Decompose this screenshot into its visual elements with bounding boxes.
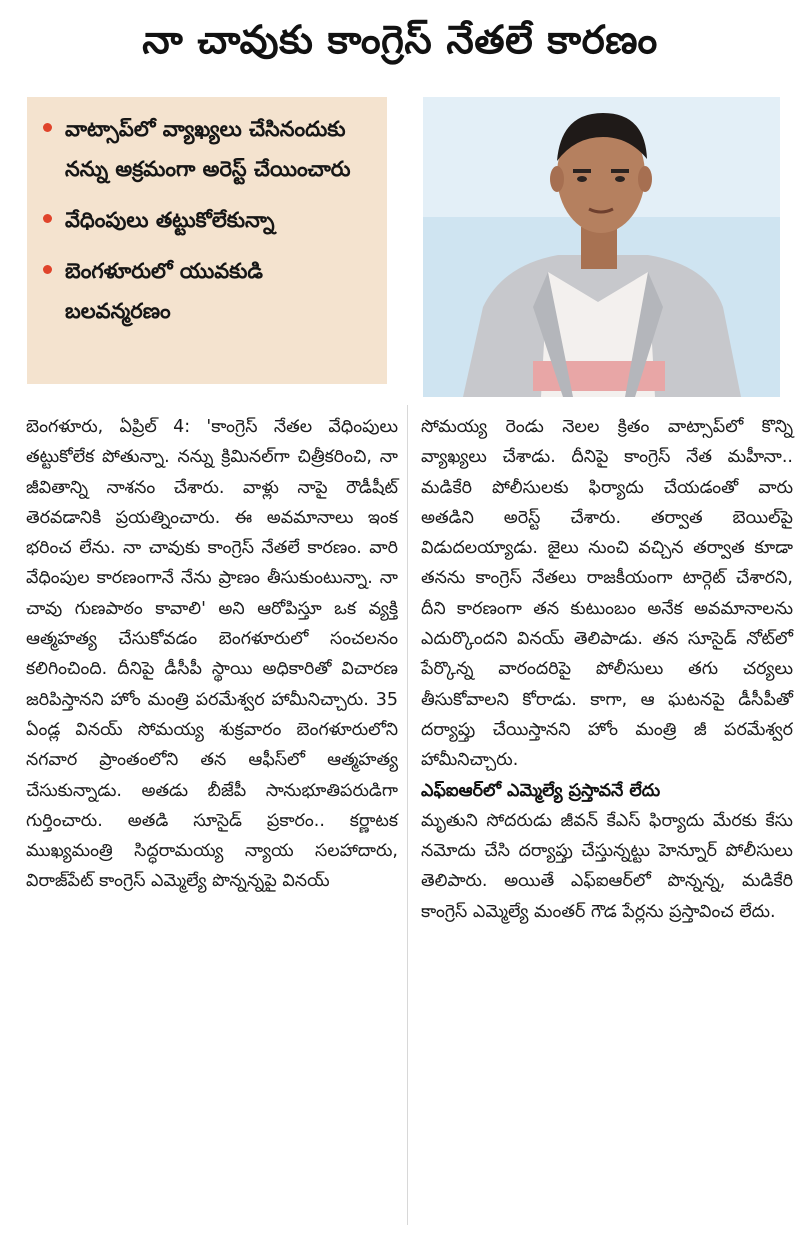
- highlight-item: [43, 200, 373, 240]
- article-paragraph: మృతుని సోదరుడు జీవన్ కేఎస్ ఫిర్యాదు మేరకు కేసు నమోదు చేసి దర్యాప్తు చేస్తున్నట్టు హెన్నూర్ పోలీసులు తెలిపారు. అయితే ఎఫ్ఐఆర్‌లో పొన్నన్న, మడికేరి కాంగ్రెస్ ఎమ్మెల్యే మంతర్ గౌడ పేర్లను ప్రస్తావించ లేదు.: [421, 810, 793, 922]
- article-column-right: [421, 412, 793, 927]
- bullet-icon: [43, 214, 52, 223]
- highlight-item: [43, 109, 373, 189]
- highlights-box: [27, 97, 387, 384]
- bullet-icon: [43, 265, 52, 274]
- highlight-text: వేధింపులు తట్టుకోలేకున్నా: [65, 208, 275, 232]
- article-column-left: [26, 412, 398, 897]
- highlight-text: వాట్సాప్‌లో వ్యాఖ్యలు చేసినందుకు నన్ను అక్రమంగా అరెస్ట్ చేయించారు: [65, 117, 351, 181]
- article-paragraph: సోమయ్య రెండు నెలల క్రితం వాట్సాప్‌లో కొన్ని వ్యాఖ్యలు చేశాడు. దీనిపై కాంగ్రెస్ నేత మహీనా.. మడికేరి పోలీసులకు ఫిర్యాదు చేయడంతో వారు అతడిని అరెస్ట్ చేశారు. తర్వాత బెయిల్‌పై విడుదలయ్యాడు. జైలు నుంచి వచ్చిన తర్వాత కూడా తనను కాంగ్రెస్ నేతలు రాజకీయంగా టార్గెట్ చేశారని, దీని కారణంగా తన కుటుంబం అనేక అవమానాలను ఎదుర్కొందని వినయ్ తెలిపాడు. తన సూసైడ్ నోట్‌లో పేర్కొన్న వారందరిపై పోలీసులు తగు చర్యలు తీసుకోవాలని కోరాడు. కాగా, ఆ ఘటనపై డీసీపీతో దర్యాప్తు చేయిస్తానని హోం మంత్రి జీ పరమేశ్వర హామీనిచ్చారు.: [421, 417, 793, 771]
- headline: నా చావుకు కాంగ్రెస్ నేతలే కారణం: [142, 18, 658, 63]
- person-portrait-icon: [423, 97, 780, 397]
- subheading: ఎఫ్ఐఆర్‌లో ఎమ్మెల్యే ప్రస్తావనే లేదు: [421, 780, 661, 801]
- highlight-item: [43, 251, 373, 331]
- portrait-photo: [423, 97, 780, 397]
- article-paragraph: బెంగళూరు, ఏప్రిల్ 4: 'కాంగ్రెస్ నేతల వేధింపులు తట్టుకోలేక పోతున్నా. నన్ను క్రిమినల్‌గా చిత్రీకరించి, నా జీవితాన్ని నాశనం చేశారు. వాళ్లు నాపై రౌడీషీట్ తెరవడానికి ప్రయత్నించారు. ఈ అవమానాలు ఇంక భరించ లేను. నా చావుకు కాంగ్రెస్ నేతలే కారణం. వారి వేధింపుల కారణంగానే నేను ప్రాణం తీసుకుంటున్నా. నా చావు గుణపాఠం కావాలి' అని ఆరోపిస్తూ ఒక వ్యక్తి ఆత్మహత్య చేసుకోవడం బెంగళూరులో సంచలనం కలిగించింది. దీనిపై డీసీపీ స్థాయి అధికారితో విచారణ జరిపిస్తానని హోం మంత్రి పరమేశ్వర హామీనిచ్చారు. 35 ఏండ్ల వినయ్ సోమయ్య శుక్రవారం బెంగళూరులోని నగవార ప్రాంతంలోని తన ఆఫీస్‌లో ఆత్మహత్య చేసుకున్నాడు. అతడు బీజేపీ సానుభూతిపరుడిగా గుర్తించారు. అతడి సూసైడ్ ప్రకారం.. కర్ణాటక ముఖ్యమంత్రి సిద్ధరామయ్య న్యాయ సలహాదారు, విరాజ్‌పేట్ కాంగ్రెస్ ఎమ్మెల్యే పొన్నన్నపై వినయ్: [26, 417, 398, 892]
- column-divider: [407, 405, 408, 1225]
- highlight-text: బెంగళూరులో యువకుడి బలవన్మరణం: [65, 259, 263, 323]
- bullet-icon: [43, 123, 52, 132]
